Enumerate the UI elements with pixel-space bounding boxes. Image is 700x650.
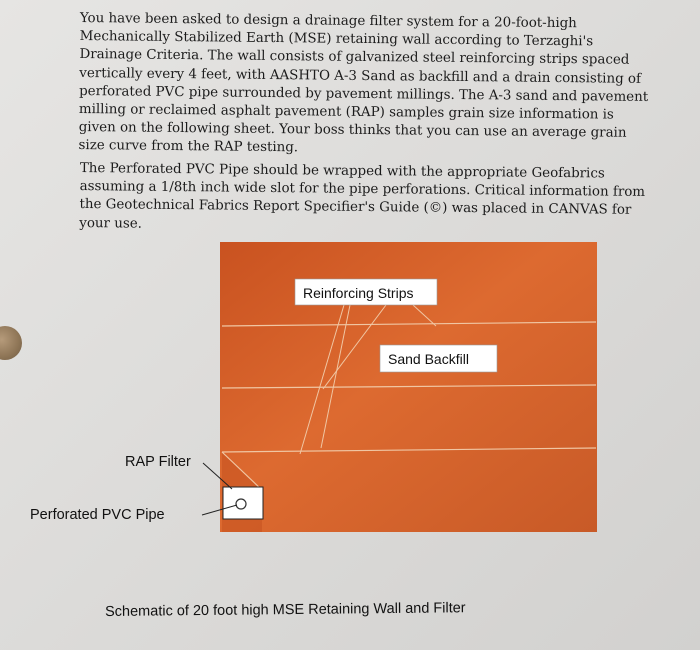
problem-paragraph-1: You have been asked to design a drainage filter system for a 20-foot-high Mechanically Stabilized Earth (MSE) retaining wall according to Terzaghi's Drainage Criteria. The wall consists of galvanized steel reinforcing strips spaced vertically every 4 feet, with AASHTO A-3 Sand as backfill and a drain consisting of perforated PVC pipe surrounded by pavement millings. The A-3 sand and pavement milling or reclaimed asphalt pavement (RAP) samples grain size information is given on the following sheet. Your boss thinks that you can use an average grain size curve from the RAP testing.: [78, 10, 649, 156]
figure-caption: Schematic of 20 foot high MSE Retaining Wall and Filter: [105, 600, 466, 620]
sand-backfill-label: Sand Backfill: [388, 351, 469, 367]
perforated-pvc-pipe-label: Perforated PVC Pipe: [30, 507, 165, 523]
pvc-pipe-icon: [236, 499, 246, 509]
reinforcing-strips-label: Reinforcing Strips: [303, 285, 414, 301]
rap-filter-label: RAP Filter: [125, 454, 191, 470]
problem-paragraph-2: The Perforated PVC Pipe should be wrapped with the appropriate Geofabrics assuming a 1/8th inch wide slot for the pipe perforations. Critical information from the Geotechnical Fabrics Report Specifier's Guide (©) was placed in CANVAS for your use.: [79, 160, 646, 232]
